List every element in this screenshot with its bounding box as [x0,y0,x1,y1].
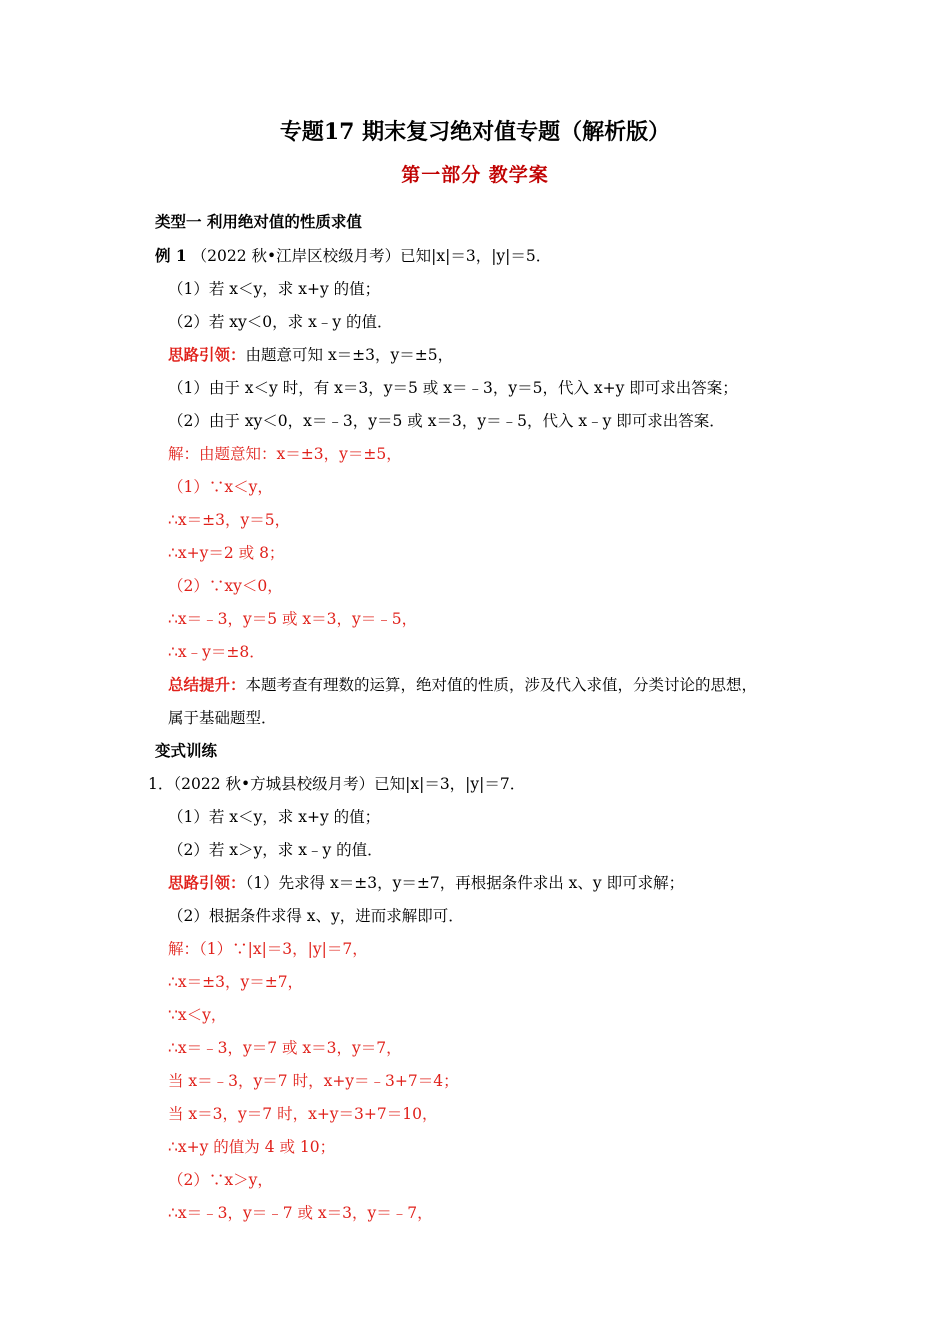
solution-line: ∴x+y＝2 或 8； [168,544,285,562]
summary-text: 本题考查有理数的运算，绝对值的性质，涉及代入求值，分类讨论的思想， [245,676,758,694]
practice-solution-line: ∴x＝±3，y＝±7， [168,973,304,991]
practice-solution-line: ∴x+y 的值为 4 或 10； [168,1138,336,1156]
practice-hint-text: （1）先求得 x＝±3，y＝±7，再根据条件求出 x、y 即可求解； [245,874,685,892]
example-text: （2022 秋•江岸区校级月考）已知|x|＝3，|y|＝5． [191,247,552,265]
hint-line-2: （2）由于 xy＜0，x＝﹣3，y＝5 或 x＝3，y＝﹣5，代入 x﹣y 即可求出答案． [168,412,725,430]
summary-label: 总结提升： [168,675,246,694]
practice-hint-line [168,873,684,893]
practice-question-1: （1）若 x＜y，求 x+y 的值； [168,808,381,826]
hint-line [168,345,453,365]
solution-line: ∴x＝±3，y＝5， [168,511,291,529]
practice-solution-line: 当 x＝3，y＝7 时，x+y＝3+7＝10， [168,1105,438,1123]
solution-line: ∴x＝﹣3，y＝5 或 x＝3，y＝﹣5， [168,610,418,628]
section-heading: 类型一 利用绝对值的性质求值 [155,212,362,231]
solution-line: （1）∵x＜y， [168,478,273,496]
practice-problem-1: 1．（2022 秋•方城县校级月考）已知|x|＝3，|y|＝7． [148,775,526,793]
practice-solution-line: 解：（1）∵|x|＝3，|y|＝7， [168,940,368,958]
solution-line: ∴x﹣y＝±8． [168,643,265,661]
practice-question-2: （2）若 x＞y，求 x﹣y 的值． [168,841,383,859]
practice-hint-label: 思路引领： [168,873,246,892]
practice-solution-line: ∵x＜y， [168,1006,227,1024]
practice-solution-line: ∴x＝﹣3，y＝﹣7 或 x＝3，y＝﹣7， [168,1204,433,1222]
practice-solution-line: ∴x＝﹣3，y＝7 或 x＝3，y＝7， [168,1039,402,1057]
example-question-2: （2）若 xy＜0，求 x﹣y 的值． [168,313,393,331]
practice-solution-line: （2）∵x＞y， [168,1171,273,1189]
solution-line: （2）∵xy＜0， [168,577,283,595]
page-title: 专题17 期末复习绝对值专题（解析版） [279,119,671,145]
solution-line: 解：由题意知：x＝±3，y＝±5， [168,445,402,463]
example-label: 例 1 [155,246,187,265]
practice-hint-line-2: （2）根据条件求得 x、y，进而求解即可． [168,907,464,925]
summary-line [168,675,757,695]
example-question-1: （1）若 x＜y，求 x+y 的值； [168,280,381,298]
practice-solution-line: 当 x＝﹣3，y＝7 时，x+y＝﹣3+7＝4； [168,1072,459,1090]
example-line [155,246,551,266]
practice-heading: 变式训练 [155,741,218,760]
hint-label: 思路引领： [168,345,246,364]
summary-line-2: 属于基础题型． [168,709,277,727]
page-subtitle: 第一部分 教学案 [401,164,549,186]
hint-text: 由题意可知 x＝±3，y＝±5， [245,346,454,364]
hint-line-1: （1）由于 x＜y 时，有 x＝3，y＝5 或 x＝﹣3，y＝5，代入 x+y 即可求出答案； [168,379,738,397]
